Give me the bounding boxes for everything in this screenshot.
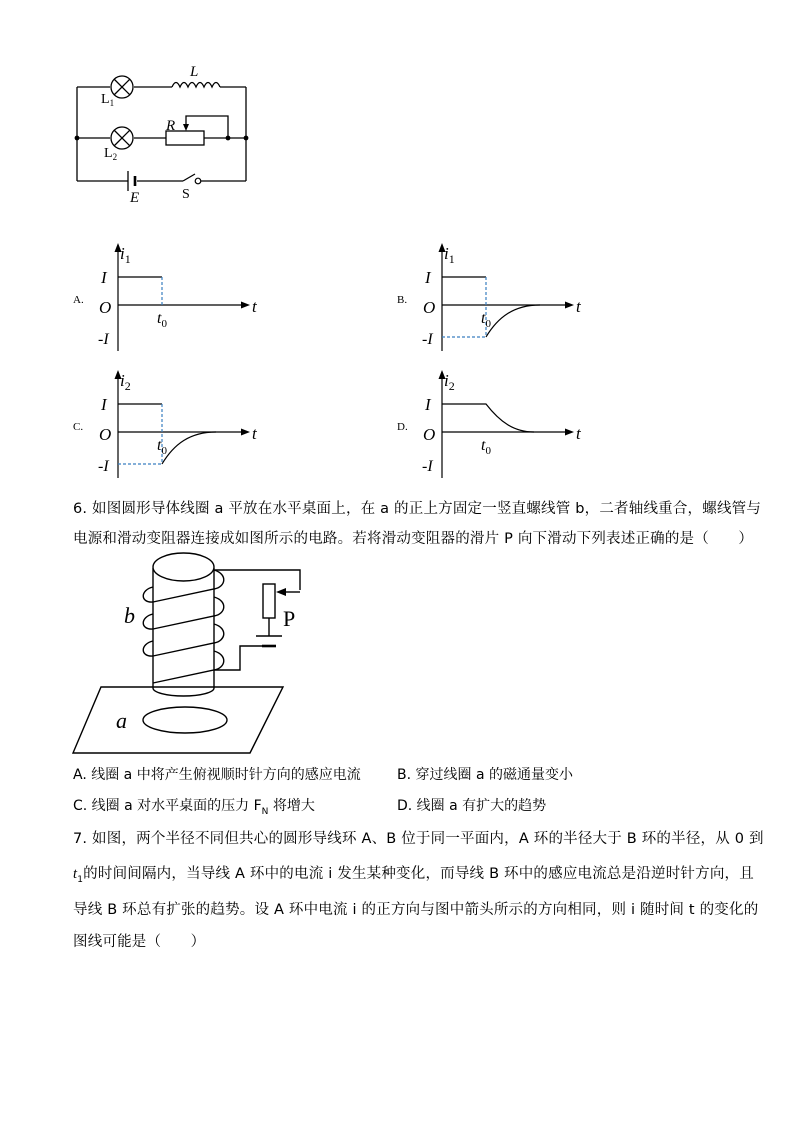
y-axis-label: $i_1$ (444, 244, 455, 266)
y-axis-label: $i_2$ (120, 371, 131, 393)
option-letter[interactable]: C. (73, 421, 84, 433)
tick-label-neg-i: -I (422, 331, 433, 348)
tick-label-o: O (423, 425, 436, 444)
switch-label: S (182, 187, 190, 202)
coil-b-label: b (124, 603, 135, 628)
q6-option-b[interactable]: B. 穿过线圈 a 的磁通量变小 (397, 767, 573, 783)
q6-line1: 6. 如图圆形导体线圈 a 平放在水平桌面上，在 a 的正上方固定一竖直螺线管 b，二者轴线重合，螺线管与 (73, 501, 762, 517)
inductor-label: L (190, 64, 199, 80)
tick-label-neg-i: -I (422, 458, 433, 475)
coil-a-label: a (116, 708, 127, 733)
lamp-l1-label: $L_1$ (101, 92, 115, 108)
q7-line2: $t_1$的时间间隔内，当导线 A 环中的电流 i 发生某种变化，而导线 B 环中的感应电流总是沿逆时针方向，且 (73, 866, 754, 885)
option-letter[interactable]: A. (73, 294, 84, 306)
t0-label: $t_0$ (157, 310, 167, 330)
x-axis-label: t (576, 297, 581, 316)
tick-label-o: O (423, 298, 436, 317)
tick-label-o: O (99, 298, 112, 317)
option-letter[interactable]: D. (397, 421, 408, 433)
tick-label-neg-i: -I (98, 458, 109, 475)
tick-label-neg-i: -I (98, 331, 109, 348)
rheostat-label: R (166, 118, 176, 134)
q6-option-c[interactable]: C. 线圈 a 对水平桌面的压力 $F_N$ 将增大 (73, 798, 315, 817)
q6-option-d[interactable]: D. 线圈 a 有扩大的趋势 (397, 798, 547, 814)
y-axis-label: $i_1$ (120, 244, 131, 266)
t0-label: $t_0$ (481, 310, 491, 330)
x-axis-label: t (252, 297, 257, 316)
option-letter[interactable]: B. (397, 294, 408, 306)
q6-line2: 电源和滑动变阻器连接成如图所示的电路。若将滑动变阻器的滑片 P 向下滑动下列表述正确的是（ ） (73, 531, 754, 547)
t0-label: $t_0$ (481, 437, 491, 457)
tick-label-i: I (425, 395, 431, 414)
x-axis-label: t (252, 424, 257, 443)
q6-option-a[interactable]: A. 线圈 a 中将产生俯视顺时针方向的感应电流 (73, 767, 361, 783)
tick-label-i: I (101, 395, 107, 414)
y-axis-label: $i_2$ (444, 371, 455, 393)
q7-line4: 图线可能是（ ） (73, 934, 206, 950)
x-axis-label: t (576, 424, 581, 443)
t0-label: $t_0$ (157, 437, 167, 457)
q7-line1: 7. 如图，两个半径不同但共心的圆形导线环 A、B 位于同一平面内，A 环的半径大于 B 环的半径，从 0 到 (73, 831, 764, 847)
lamp-l2-label: $L_2$ (104, 146, 118, 162)
tick-label-o: O (99, 425, 112, 444)
battery-label: E (130, 190, 140, 206)
tick-label-i: I (425, 268, 431, 287)
slider-p-label: P (283, 606, 296, 631)
tick-label-i: I (101, 268, 107, 287)
q7-line3: 导线 B 环总有扩张的趋势。设 A 环中电流 i 的正方向与图中箭头所示的方向相同，则 i 随时间 t 的变化的 (73, 902, 759, 918)
